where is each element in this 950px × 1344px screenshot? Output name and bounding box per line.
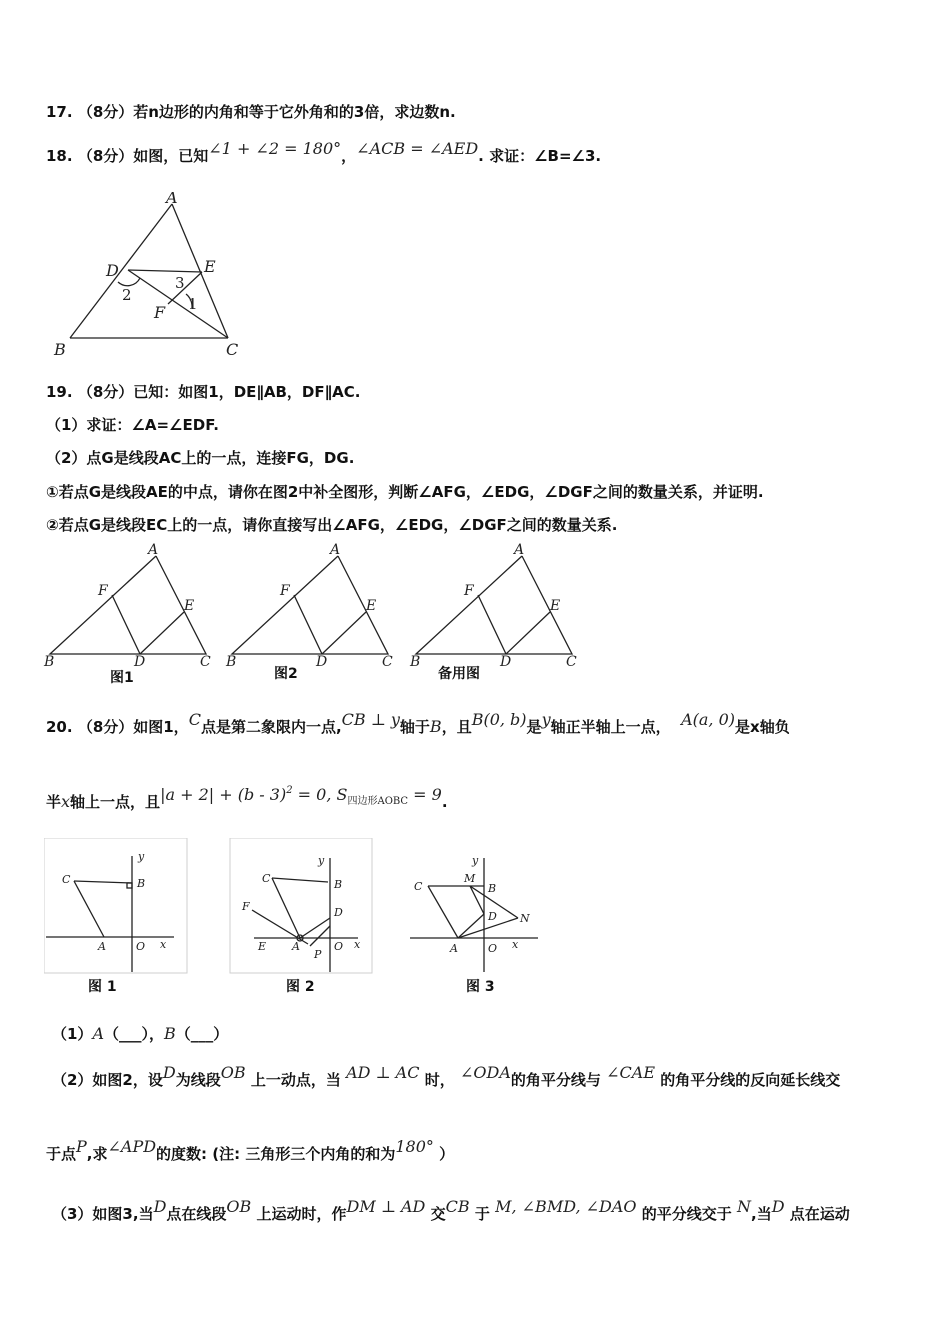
q19-caption-2: 图2 xyxy=(274,666,298,682)
q20-p2-c: 上一动点，当 xyxy=(250,1071,341,1089)
q20-p2-e: 的角平分线与 xyxy=(510,1071,601,1089)
q19-fig3-C: C xyxy=(566,654,577,670)
q20-part-2-line-1 xyxy=(52,1063,841,1090)
q19-fig1-D: D xyxy=(134,654,146,670)
q20-p2-b: 为线段 xyxy=(175,1071,221,1089)
q20-fig3-M: M xyxy=(464,872,476,885)
q20-fig2-CA xyxy=(272,878,300,938)
q19-figure-spare xyxy=(409,542,577,670)
q20-fig2-A: A xyxy=(292,940,300,953)
q20-t3: 轴于 xyxy=(399,718,430,736)
q19-caption-1: 图1 xyxy=(110,670,134,686)
q19-fig1-DE xyxy=(140,612,184,654)
q20-condition-mid: = 0, S xyxy=(292,785,348,804)
q18-segment-DE xyxy=(128,270,202,272)
q20-score: （8分） xyxy=(77,718,134,736)
q20-fig1-B: B xyxy=(137,877,146,890)
q20-p3-d: 交 xyxy=(430,1205,446,1223)
q20-fig2-O: O xyxy=(334,940,344,953)
q20-figure-3 xyxy=(410,854,538,972)
q20-fig2-E: E xyxy=(258,940,267,953)
q20-fig3-A: A xyxy=(450,942,458,955)
q19-fig2-DE xyxy=(322,612,366,654)
q20-p3-f: 的平分线交于 xyxy=(641,1205,732,1223)
q20-p3-N: N xyxy=(737,1197,752,1216)
q20-p2-g: 于点 xyxy=(46,1145,77,1163)
q20-p2-180: 180° xyxy=(395,1137,434,1156)
q20-fig3-O: O xyxy=(488,942,498,955)
q20-caption-3: 图 3 xyxy=(466,979,495,995)
q20-p2-i: 的度数: (注: 三角形三个内角的和为 xyxy=(156,1145,396,1163)
q20-part-1 xyxy=(52,1024,228,1044)
q20-fig1-x: x xyxy=(160,938,167,951)
q20-line-2 xyxy=(46,785,448,815)
q20-fig1-A: A xyxy=(98,940,106,953)
q17-line xyxy=(46,102,456,122)
q20-condition-main: |a + 2| + (b - 3) xyxy=(160,785,287,804)
q20-B-coord: B(0, b) xyxy=(471,710,527,729)
q20-t9: 轴上一点，且 xyxy=(70,793,161,811)
q18-label-D: D xyxy=(106,261,119,280)
q19-part-2: （2）点G是线段AC上的一点，连接FG，DG. xyxy=(46,449,355,467)
q20-fig1-CB xyxy=(74,881,132,883)
q20-t7: 是x轴负 xyxy=(735,718,790,736)
q20-p2-cond: AD ⊥ AC xyxy=(346,1063,420,1082)
q20-p3-a: （3）如图3,当 xyxy=(52,1205,154,1223)
q18-prove: . 求证：∠B=∠3. xyxy=(478,147,602,165)
q18-score: （8分） xyxy=(77,147,134,165)
q18-angle-2: 2 xyxy=(122,286,132,304)
q20-p3-list: M, ∠BMD, ∠DAO xyxy=(495,1197,637,1216)
q19-fig2-DF xyxy=(294,595,322,654)
q18-angle-2-arc xyxy=(118,278,140,286)
q19-fig3-D: D xyxy=(500,654,512,670)
q20-C: C xyxy=(188,710,201,729)
q19-fig3-triangle xyxy=(416,556,572,654)
q20-p1-open: （1） xyxy=(52,1025,93,1043)
q19-number: 19. xyxy=(46,383,73,401)
q20-p2-P: P xyxy=(76,1137,87,1156)
q19-fig2-F: F xyxy=(280,583,290,599)
q19-fig1-triangle xyxy=(50,556,206,654)
q20-fig1-frame xyxy=(44,838,187,973)
q20-fig2-C: C xyxy=(262,872,271,885)
q20-condition-sub: 四边形AOBC xyxy=(347,796,409,807)
q19-caption-3: 备用图 xyxy=(438,666,480,682)
q20-p2-f: 的角平分线的反向延长线交 xyxy=(660,1071,841,1089)
q20-p2-d: 时， xyxy=(424,1071,455,1089)
q20-t4: ，且 xyxy=(441,718,472,736)
q20-fig1-right-angle xyxy=(127,883,132,888)
q18-line xyxy=(46,139,602,166)
q20-fig2-D: D xyxy=(334,906,343,919)
q20-fig2-B: B xyxy=(334,878,343,891)
q20-fig1-y: y xyxy=(138,850,145,863)
q19-fig3-DE xyxy=(506,612,550,654)
q19-part-2a: ①若点G是线段AE的中点，请你在图2中补全图形，判断∠AFG，∠EDG，∠DGF之间的数量关系，并证明. xyxy=(46,483,764,501)
q20-fig2-CB xyxy=(272,878,328,882)
q20-condition-exp: 2 xyxy=(286,785,293,796)
q19-fig2-D: D xyxy=(316,654,328,670)
q18-condition-1: ∠1 + ∠2 = 180° xyxy=(208,139,342,158)
q17-number: 17. xyxy=(46,103,73,121)
q20-perp: CB ⊥ y xyxy=(341,710,400,729)
q18-number: 18. xyxy=(46,147,73,165)
q19-fig3-F: F xyxy=(464,583,474,599)
q19-fig2-B: B xyxy=(226,654,237,670)
q20-fig3-CA xyxy=(428,886,458,938)
q18-angle-1: 1 xyxy=(188,295,198,313)
q19-fig3-A: A xyxy=(514,542,525,558)
q20-p1-end: （___） xyxy=(175,1025,229,1043)
q18-comma: ， xyxy=(341,147,357,165)
q20-p2-D: D xyxy=(162,1063,176,1082)
q19-line xyxy=(46,382,360,402)
q18-label-C: C xyxy=(226,340,239,359)
q20-caption-2: 图 2 xyxy=(286,979,315,995)
q20-t5: 是 xyxy=(526,718,542,736)
q19-part-1: （1）求证：∠A=∠EDF. xyxy=(46,416,219,434)
q19-fig1-E: E xyxy=(184,598,195,614)
q20-p1-B: B xyxy=(164,1024,176,1043)
q19-fig2-C: C xyxy=(382,654,393,670)
q20-t2: 点是第二象限内一点, xyxy=(200,718,342,736)
q20-fig2-FP xyxy=(252,910,308,944)
q19-figures xyxy=(40,540,600,688)
q20-fig2-x: x xyxy=(354,938,361,951)
q18-label-B: B xyxy=(54,340,66,359)
q20-figure-2 xyxy=(230,838,372,973)
q20-p1-mid: （___）， xyxy=(104,1025,165,1043)
q20-p3-D2: D xyxy=(771,1197,785,1216)
q20-fig1-O: O xyxy=(136,940,146,953)
q20-fig3-x: x xyxy=(512,938,519,951)
q20-number: 20. xyxy=(46,718,73,736)
q20-fig3-B: B xyxy=(488,882,497,895)
q20-B: B xyxy=(429,717,442,736)
q20-p1-A: A xyxy=(92,1024,104,1043)
q19-part-2b: ②若点G是线段EC上的一点，请你直接写出∠AFG，∠EDG，∠DGF之间的数量关系. xyxy=(46,516,618,534)
q19-fig2-A: A xyxy=(330,542,341,558)
q20-fig3-C: C xyxy=(414,880,423,893)
q20-y: y xyxy=(541,710,551,729)
q20-p3-D: D xyxy=(153,1197,167,1216)
q20-part-3-line-1 xyxy=(52,1197,850,1224)
q20-fig2-F: F xyxy=(242,900,250,913)
q20-p3-b: 点在线段 xyxy=(166,1205,227,1223)
q20-t1: 如图1， xyxy=(133,718,189,736)
q20-p2-OB: OB xyxy=(220,1063,246,1082)
q20-fig3-N: N xyxy=(520,912,530,925)
q17-text: 若n边形的内角和等于它外角和的3倍，求边数n. xyxy=(133,103,456,121)
q19-score: （8分） xyxy=(77,383,134,401)
q20-fig1-C: C xyxy=(62,873,71,886)
q20-fig2-frame xyxy=(230,838,372,973)
q20-fig2-AD xyxy=(300,918,330,938)
q19-figure-1 xyxy=(43,542,211,670)
q19-fig1-F: F xyxy=(98,583,108,599)
q20-A-coord: A(a, 0) xyxy=(681,710,736,729)
q20-p2-a: （2）如图2，设 xyxy=(52,1071,163,1089)
q18-label-A: A xyxy=(166,192,178,207)
q19-fig3-E: E xyxy=(550,598,561,614)
q17-score: （8分） xyxy=(77,103,134,121)
q20-p3-e: 于 xyxy=(474,1205,490,1223)
q19-fig2-E: E xyxy=(366,598,377,614)
q20-p3-h: 点在运动 xyxy=(789,1205,850,1223)
q20-fig3-AD xyxy=(458,914,484,938)
q18-angle-3: 3 xyxy=(175,274,185,292)
q18-lead: 如图，已知 xyxy=(133,147,209,165)
q20-part-2-line-2 xyxy=(46,1137,455,1164)
q20-figures xyxy=(44,838,554,978)
q20-condition-end: = 9 xyxy=(408,785,442,804)
q20-p2-j: ） xyxy=(439,1145,455,1163)
q20-p3-perp: DM ⊥ AD xyxy=(346,1197,426,1216)
q18-condition-2: ∠ACB = ∠AED xyxy=(356,139,479,158)
q20-condition xyxy=(160,785,442,807)
q20-p3-OB: OB xyxy=(226,1197,252,1216)
q20-x: x xyxy=(61,792,71,811)
q18-figure xyxy=(48,192,258,362)
q20-fig1-CA xyxy=(74,881,104,937)
q20-fig2-P: P xyxy=(314,948,322,961)
q19-fig1-A: A xyxy=(148,542,159,558)
q20-caption-1: 图 1 xyxy=(88,979,117,995)
q20-t8: 半 xyxy=(46,793,62,811)
q20-p3-c: 上运动时，作 xyxy=(256,1205,347,1223)
q20-fig2-y: y xyxy=(318,854,325,867)
q20-figure-1 xyxy=(44,838,187,973)
q20-line-1 xyxy=(46,710,790,737)
q20-period: . xyxy=(441,793,448,811)
q20-fig3-y: y xyxy=(472,854,479,867)
q19-fig2-triangle xyxy=(232,556,388,654)
q19-fig1-DF xyxy=(112,595,140,654)
q18-label-F: F xyxy=(154,303,166,322)
q19-fig1-C: C xyxy=(200,654,211,670)
q19-figure-2 xyxy=(225,542,393,670)
q20-p2-angle-APD: ∠APD xyxy=(107,1137,157,1156)
q20-p2-h: ,求 xyxy=(86,1145,108,1163)
q18-label-E: E xyxy=(204,257,216,276)
q19-stem: 已知：如图1，DE∥AB，DF∥AC. xyxy=(133,383,361,401)
q20-p2-angle-CAE: ∠CAE xyxy=(606,1063,656,1082)
q20-p2-angle-ODA: ∠ODA xyxy=(459,1063,511,1082)
q20-p3-CB: CB xyxy=(445,1197,470,1216)
q20-t6: 轴正半轴上一点， xyxy=(550,718,671,736)
q20-p3-g: ,当 xyxy=(751,1205,772,1223)
q19-fig1-B: B xyxy=(44,654,55,670)
q20-fig3-D: D xyxy=(488,910,497,923)
q19-fig3-B: B xyxy=(410,654,421,670)
q19-fig3-DF xyxy=(478,595,506,654)
